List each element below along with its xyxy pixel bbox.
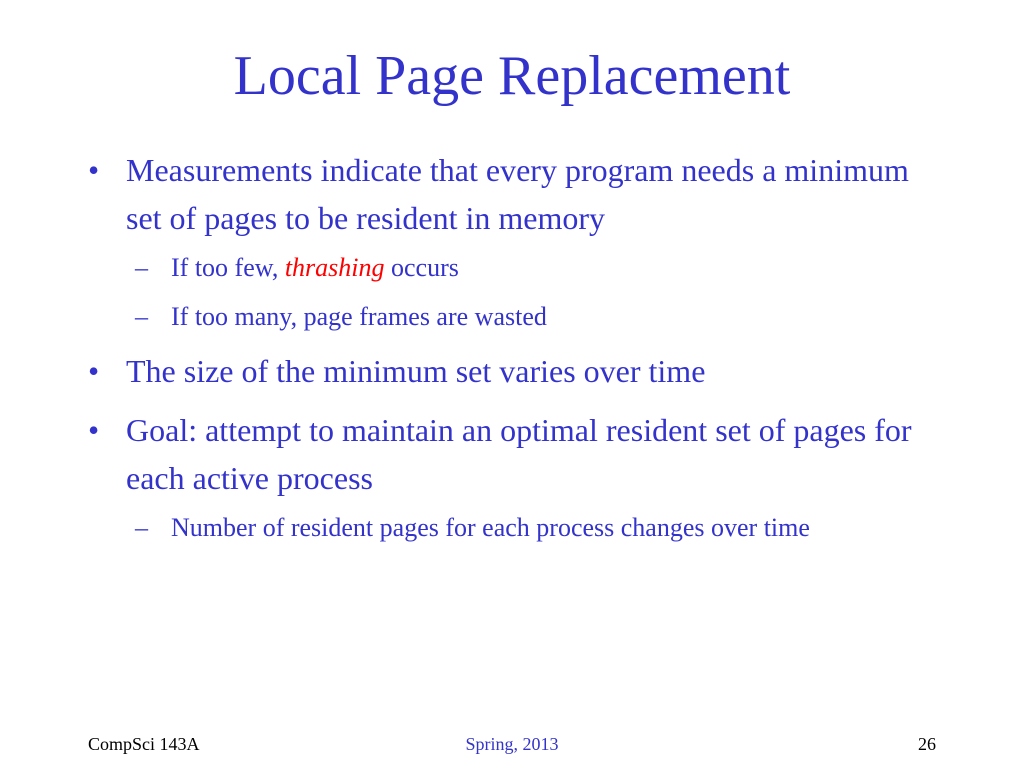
slide-title: Local Page Replacement (233, 45, 791, 107)
sub-bullet-text (171, 248, 895, 288)
sub-bullet-item (135, 297, 895, 337)
sub-bullet-item (135, 248, 895, 288)
thrashing-emphasis: thrashing (284, 253, 385, 282)
sub-bullet-item (135, 508, 895, 548)
bullet-item (88, 406, 948, 502)
sub-bullet-marker: – (135, 513, 148, 542)
bullet-text: The size of the minimum set varies over time (126, 353, 706, 389)
sub-bullet-marker: – (135, 253, 148, 282)
bullet-item (88, 347, 948, 395)
sub-bullet-text: If too many, page frames are wasted (171, 302, 547, 331)
footer-term: Spring, 2013 (465, 734, 559, 754)
bullet-marker: • (88, 412, 100, 448)
sub-bullet-text-before: If too few, (171, 253, 285, 282)
sub-bullet-marker: – (135, 302, 148, 331)
bullet-text: Goal: attempt to maintain an optimal resident set of pages for each active process (126, 412, 912, 496)
sub-bullet-text: Number of resident pages for each process changes over time (171, 513, 810, 542)
bullet-marker: • (88, 353, 100, 389)
bullet-text: Measurements indicate that every program needs a minimum set of pages to be resident in memory (126, 152, 909, 236)
bullet-marker: • (88, 152, 100, 188)
footer-page-number: 26 (918, 734, 936, 754)
footer-course: CompSci 143A (88, 734, 200, 754)
sub-bullet-text-after: occurs (384, 253, 459, 282)
bullet-item (88, 146, 948, 242)
